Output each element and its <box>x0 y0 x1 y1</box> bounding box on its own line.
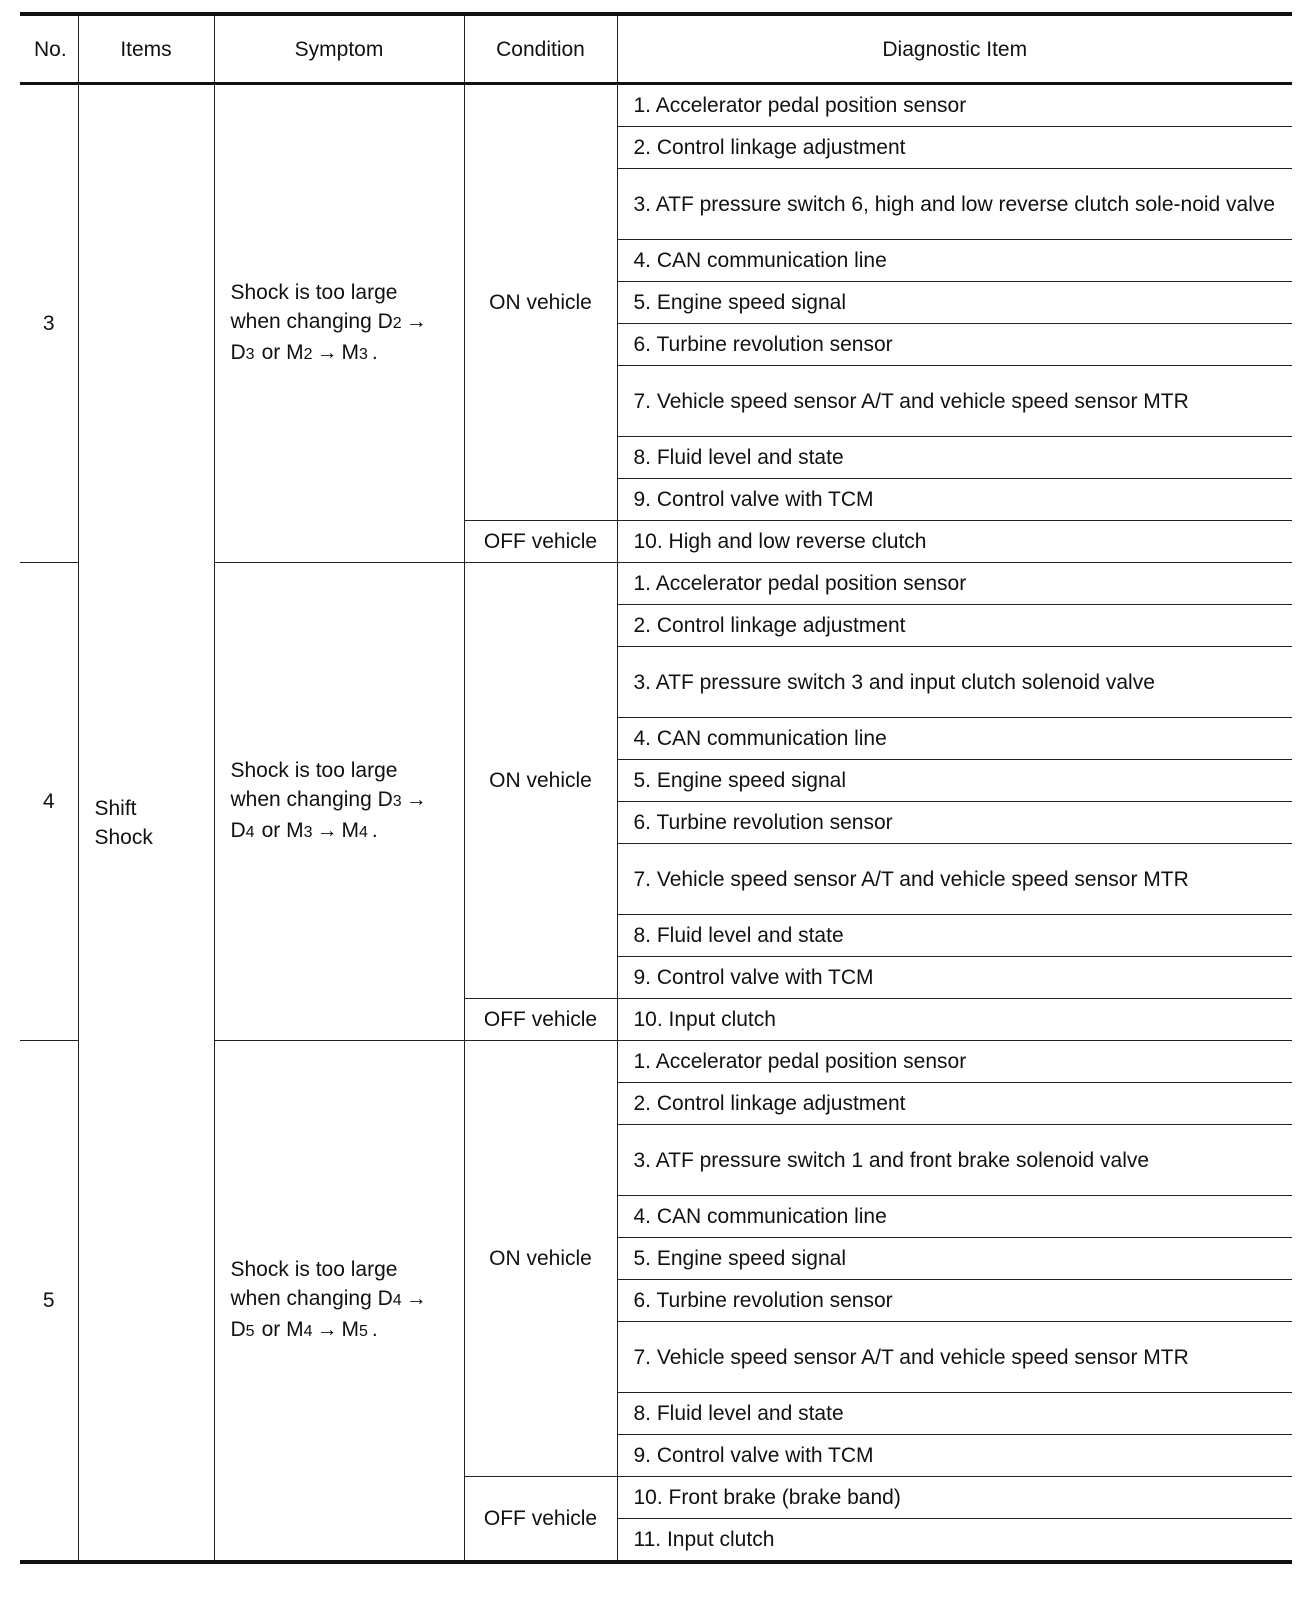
symptom-text: when changing D <box>230 1287 393 1310</box>
symptom-text: or M <box>261 1318 304 1341</box>
table-body <box>20 84 1292 1563</box>
diagnostic-item: 1. Accelerator pedal position sensor <box>617 1041 1292 1083</box>
condition-off-vehicle: OFF vehicle <box>464 1477 617 1563</box>
arrow-icon: → <box>405 1287 427 1310</box>
condition-on-vehicle: ON vehicle <box>464 1041 617 1477</box>
diagnostic-item: 1. Accelerator pedal position sensor <box>617 563 1292 605</box>
diagnostic-item: 4. CAN communication line <box>617 240 1292 282</box>
condition-off-vehicle: OFF vehicle <box>464 521 617 563</box>
diagnostic-item: 6. Turbine revolution sensor <box>617 802 1292 844</box>
diagnostic-item: 1. Accelerator pedal position sensor <box>617 84 1292 127</box>
symptom-text: . <box>371 1318 378 1341</box>
arrow-icon: → <box>316 819 338 842</box>
diagnostic-item: 4. CAN communication line <box>617 1196 1292 1238</box>
symptom-text: M <box>341 819 359 842</box>
symptom-line-3 <box>231 816 456 847</box>
header-no: No. <box>20 14 78 84</box>
gear-subscript: 5 <box>358 1323 368 1340</box>
gear-subscript: 4 <box>392 1292 402 1309</box>
header-items: Items <box>78 14 214 84</box>
diagnostic-item: 9. Control valve with TCM <box>617 957 1292 999</box>
gear-subscript: 2 <box>303 346 313 363</box>
symptom-line-1: Shock is too large <box>230 1258 398 1281</box>
symptom-cell <box>214 1041 464 1563</box>
item-line-2: Shock <box>94 825 153 849</box>
symptom-line-3 <box>231 1315 456 1346</box>
symptom-text: M <box>341 341 359 364</box>
symptom-line-3 <box>231 338 456 369</box>
item-line-1: Shift <box>94 796 137 820</box>
gear-subscript: 4 <box>358 824 368 841</box>
diagnostic-item: 3. ATF pressure switch 3 and input clutch solenoid valve <box>617 647 1292 718</box>
diagnostic-item: 10. High and low reverse clutch <box>617 521 1292 563</box>
table-row <box>20 84 1292 127</box>
symptom-text: D <box>230 1318 246 1341</box>
arrow-icon: → <box>405 788 427 811</box>
diagnostic-item: 3. ATF pressure switch 1 and front brake solenoid valve <box>617 1125 1292 1196</box>
gear-subscript: 3 <box>303 824 313 841</box>
diagnostic-item: 6. Turbine revolution sensor <box>617 1280 1292 1322</box>
diagnostic-item: 5. Engine speed signal <box>617 1238 1292 1280</box>
diagnostic-item: 6. Turbine revolution sensor <box>617 324 1292 366</box>
gear-subscript: 3 <box>245 346 255 363</box>
diagnostic-item: 2. Control linkage adjustment <box>617 1083 1292 1125</box>
header-condition: Condition <box>464 14 617 84</box>
row-number: 4 <box>20 563 78 1041</box>
symptom-line-1: Shock is too large <box>230 281 398 304</box>
arrow-icon: → <box>316 1318 338 1341</box>
diagnostic-item: 5. Engine speed signal <box>617 760 1292 802</box>
symptom-line-1: Shock is too large <box>230 759 398 782</box>
symptom-text: D <box>230 341 246 364</box>
gear-subscript: 5 <box>245 1323 255 1340</box>
symptom-text: D <box>230 819 246 842</box>
symptom-line-2 <box>231 785 456 816</box>
header-row <box>20 14 1292 84</box>
diagnostic-item: 3. ATF pressure switch 6, high and low reverse clutch sole-noid valve <box>617 169 1292 240</box>
symptom-text: . <box>371 341 378 364</box>
diagnostic-item: 2. Control linkage adjustment <box>617 605 1292 647</box>
arrow-icon: → <box>316 341 338 364</box>
item-cell <box>78 84 214 1563</box>
diagnostic-item: 5. Engine speed signal <box>617 282 1292 324</box>
diagnostic-item: 11. Input clutch <box>617 1519 1292 1563</box>
diagnosis-table <box>20 12 1292 1564</box>
gear-subscript: 4 <box>245 824 255 841</box>
diagnostic-item: 4. CAN communication line <box>617 718 1292 760</box>
symptom-text: or M <box>261 341 304 364</box>
diagnosis-table-container <box>20 12 1292 1564</box>
gear-subscript: 3 <box>392 793 402 810</box>
condition-off-vehicle: OFF vehicle <box>464 999 617 1041</box>
symptom-text: when changing D <box>230 788 393 811</box>
symptom-text: . <box>371 819 378 842</box>
diagnostic-item: 7. Vehicle speed sensor A/T and vehicle speed sensor MTR <box>617 366 1292 437</box>
diagnostic-item: 9. Control valve with TCM <box>617 479 1292 521</box>
diagnostic-item: 7. Vehicle speed sensor A/T and vehicle speed sensor MTR <box>617 1322 1292 1393</box>
table-header <box>20 14 1292 84</box>
row-number: 3 <box>20 84 78 563</box>
arrow-icon: → <box>405 310 427 333</box>
symptom-cell <box>214 84 464 563</box>
header-symptom: Symptom <box>214 14 464 84</box>
header-diagnostic-item: Diagnostic Item <box>617 14 1292 84</box>
symptom-text: when changing D <box>230 310 393 333</box>
gear-subscript: 2 <box>392 315 402 332</box>
diagnostic-item: 8. Fluid level and state <box>617 915 1292 957</box>
diagnostic-item: 8. Fluid level and state <box>617 1393 1292 1435</box>
row-number: 5 <box>20 1041 78 1563</box>
diagnostic-item: 2. Control linkage adjustment <box>617 127 1292 169</box>
condition-on-vehicle: ON vehicle <box>464 84 617 521</box>
gear-subscript: 3 <box>358 346 368 363</box>
symptom-line-2 <box>231 1284 456 1315</box>
condition-on-vehicle: ON vehicle <box>464 563 617 999</box>
diagnostic-item: 7. Vehicle speed sensor A/T and vehicle speed sensor MTR <box>617 844 1292 915</box>
symptom-cell <box>214 563 464 1041</box>
diagnostic-item: 10. Front brake (brake band) <box>617 1477 1292 1519</box>
gear-subscript: 4 <box>303 1323 313 1340</box>
symptom-text: M <box>341 1318 359 1341</box>
diagnostic-item: 8. Fluid level and state <box>617 437 1292 479</box>
symptom-text: or M <box>261 819 304 842</box>
diagnostic-item: 9. Control valve with TCM <box>617 1435 1292 1477</box>
diagnostic-item: 10. Input clutch <box>617 999 1292 1041</box>
symptom-line-2 <box>231 307 456 338</box>
